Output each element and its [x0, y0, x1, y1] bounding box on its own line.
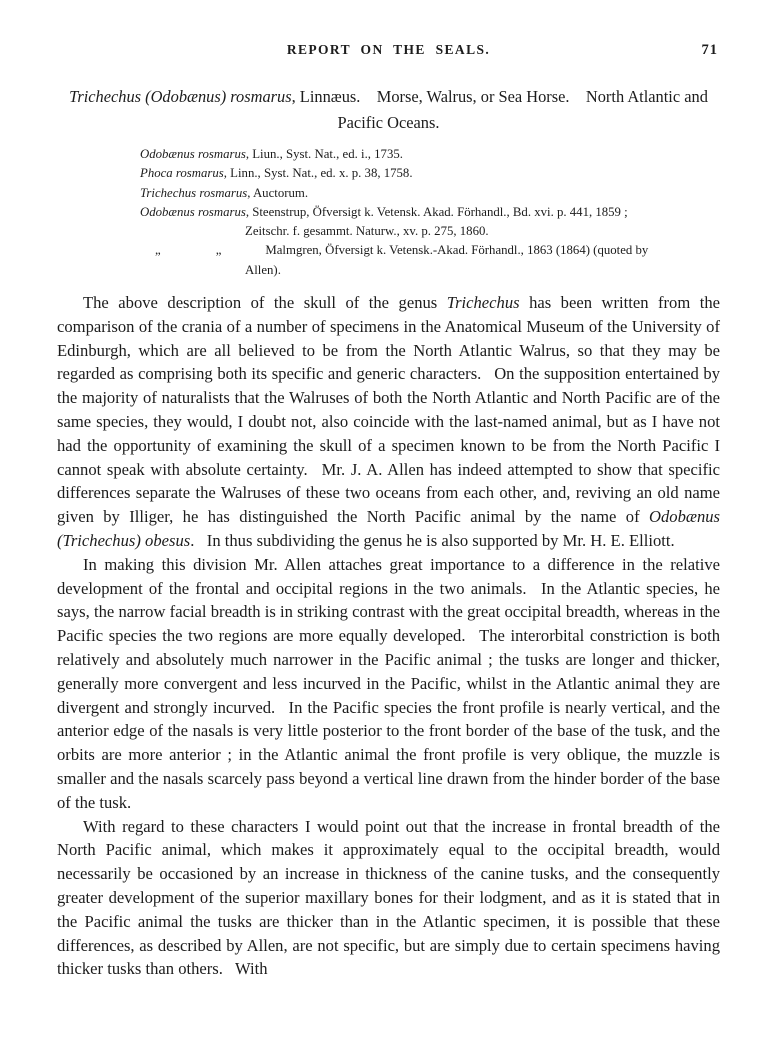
synonymy-list — [140, 145, 720, 280]
synonymy-entry — [140, 184, 720, 203]
synonym-citation: , Liun., Syst. Nat., ed. i., 1735. — [245, 147, 403, 161]
synonymy-entry — [140, 145, 720, 164]
ditto-mark: „ — [215, 243, 222, 258]
synonym-citation: Allen). — [245, 262, 281, 277]
synonym-citation: , Steenstrup, Öfversigt k. Vetensk. Akad. Förhandl., Bd. xvi. p. 441, 1859 ; — [245, 204, 628, 219]
synonym-citation: , Auctorum. — [247, 185, 309, 200]
synonym-name: Odobænus rosmarus — [140, 204, 246, 219]
paragraph-text: has been written from the comparison of the crania of a number of specimens in the Anatomical Museum of the University of Edinburgh, which are all believed to be from the North Atlantic Walrus, so that they may be regarded as comprising both its specific and generic characters. On the supposition entertained by the majority of naturalists that the Walruses of both the North Atlantic and North Pacific are of the same species, they would, I doubt not, also coincide with the last-named animal, but as I have not had the opportunity of examining the skull of a specimen known to be from the North Pacific I cannot speak with absolute certainty. Mr. J. A. Allen has indeed attempted to show that specific differences separate the Walruses of these two oceans from each other, and, reviving an old name given by Illiger, he has distinguished the North Pacific animal by the name of — [57, 293, 721, 527]
synonym-name: Phoca rosmarus — [140, 166, 224, 181]
species-name-italic: Odobænus (Trichechus) obesus — [57, 507, 720, 551]
synonymy-entry — [140, 164, 720, 183]
page-number: 71 — [701, 42, 718, 58]
synonym-citation: Malmgren, Öfversigt k. Vetensk.-Akad. Förhandl., 1863 (1864) (quoted by — [265, 243, 649, 258]
synonym-name: Odobænus rosmarus — [140, 147, 246, 161]
paragraph-1 — [57, 291, 720, 553]
body-text — [57, 291, 720, 981]
synonymy-entry-continuation — [245, 222, 720, 241]
synonym-name: Trichechus rosmarus — [140, 185, 248, 200]
species-heading-tail: , Linnæus. Morse, Walrus, or Sea Horse. North Atlantic and Pacific Oceans. — [291, 87, 708, 132]
running-title: REPORT ON THE SEALS. — [286, 42, 491, 57]
species-heading — [57, 84, 720, 136]
paragraph-text: With regard to these characters I would point out that the increase in frontal breadth of the North Pacific animal, which makes it approximately equal to the occipital breadth, would necessarily be occasioned by an increase in thickness of the canine tusks, and the consequently greater development of the superior maxillary bones for their lodgment, and as it is stated that in the Pacific animal the tusks are thicker than in the Atlantic specimen, it is possible that these differences, as described by Allen, are not specific, but are simply due to certain specimens having thicker tusks than others. With — [57, 816, 720, 979]
synonymy-entry — [140, 203, 720, 222]
synonym-citation: , Linn., Syst. Nat., ed. x. p. 38, 1758. — [223, 166, 413, 181]
running-head — [57, 42, 720, 60]
paragraph-2 — [57, 553, 720, 815]
genus-name-italic: Trichechus — [446, 293, 520, 313]
paragraph-text: In making this division Mr. Allen attaches great importance to a difference in the relative development of the frontal and occipital regions in the two animals. In the Atlantic species, he says, the narrow facial breadth is in striking contrast with the great occipital breadth, whereas in the Pacific species the two regions are more equally developed. The interorbital constriction is both relatively and absolutely much narrower in the Pacific animal ; the tusks are longer and thicker, generally more convergent and less incurved in the Pacific, whilst in the Atlantic animal they are divergent and strongly incurved. In the Pacific species the front profile is nearly vertical, and the anterior edge of the nasals is very little posterior to the front border of the base of the tusk, and the orbits are more anterior ; in the Atlantic animal the front profile is very oblique, the muzzle is smaller and the nasals scarcely pass beyond a vertical line drawn from the hinder border of the base of the tusk. — [57, 554, 720, 812]
paragraph-3 — [57, 815, 720, 982]
synonymy-entry — [140, 241, 720, 260]
ditto-mark: „ — [155, 243, 161, 258]
synonymy-entry-continuation — [245, 261, 720, 280]
paragraph-text: The above description of the skull of the genus — [83, 293, 447, 313]
species-name-italic: Trichechus (Odobænus) rosmarus — [69, 87, 292, 106]
paragraph-text: . In thus subdividing the genus he is also supported by Mr. H. E. Elliott. — [190, 531, 675, 551]
synonym-citation: Zeitschr. f. gesammt. Naturw., xv. p. 275, 1860. — [245, 224, 489, 239]
